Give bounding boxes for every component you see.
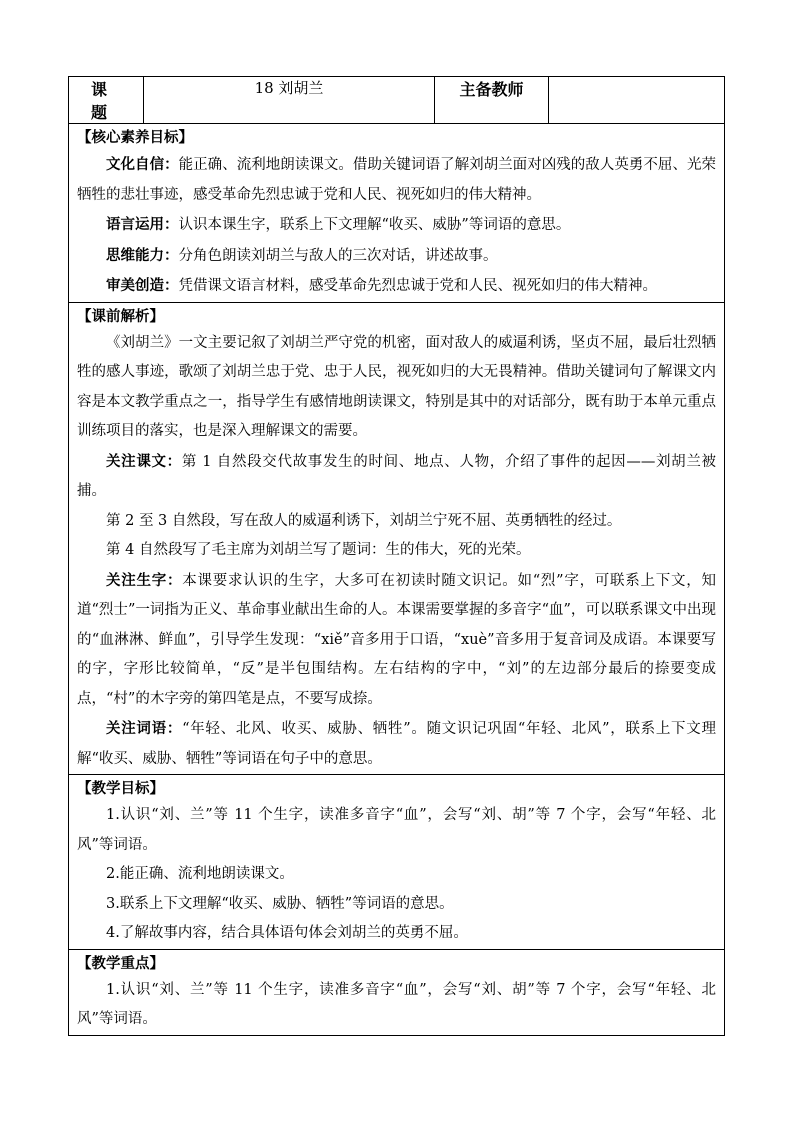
teaching-focus-section	[69, 949, 725, 1035]
analysis-section	[69, 302, 725, 775]
core-item	[77, 210, 716, 241]
teaching-goals-row	[69, 775, 725, 950]
core-item-label: 语言运用：	[106, 216, 179, 233]
teaching-goals-title: 【教学目标】	[77, 780, 164, 797]
analysis-paragraph: 《刘胡兰》一文主要记叙了刘胡兰严守党的机密，面对敌人的威逼利诱，坚贞不屈，最后壮烈牺牲的感人事迹，歌颂了刘胡兰忠于党、忠于人民，视死如归的大无畏精神。借助关键词句了解课文内容是本文教学重点之一，指导学生有感情地朗读课文，特别是其中的对话部分，既有助于本单元重点训练项目的落实，也是深入理解课文的需要。	[77, 334, 716, 439]
teacher-value	[549, 77, 725, 124]
core-item-label: 审美创造：	[106, 277, 179, 294]
teaching-focus-row	[69, 949, 725, 1035]
goal-item: 3.联系上下文理解“收买、威胁、牺牲”等词语的意思。	[106, 895, 454, 912]
core-goals-row	[69, 124, 725, 303]
core-item	[77, 271, 716, 302]
teacher-label: 主备教师	[435, 77, 549, 124]
core-goals-section	[69, 124, 725, 303]
analysis-paragraph	[77, 566, 716, 715]
goal-item: 2.能正确、流利地朗读课文。	[106, 866, 294, 882]
analysis-paragraph: 第 2 至 3 自然段，写在敌人的威逼利诱下，刘胡兰宁死不屈、英勇牺牲的经过。	[106, 512, 622, 529]
analysis-paragraph: 第 4 自然段写了毛主席为刘胡兰写了题词：生的伟大，死的光荣。	[106, 542, 531, 558]
core-item	[77, 241, 716, 272]
focus-item: 1.认识“刘、兰”等 11 个生字，读准多音字“血”，会写“刘、胡”等 7 个字，会写“年轻、北风”等词语。	[77, 981, 716, 1027]
focus-words-body: “年轻、北风、收买、威胁、牺牲”。随文识记巩固“年轻、北风”，联系上下文理解“收买、威胁、牺牲”等词语在句子中的意思。	[77, 721, 716, 767]
analysis-paragraph	[77, 714, 716, 774]
analysis-paragraph	[77, 447, 716, 507]
lesson-plan-page	[68, 76, 725, 1036]
focus-text-body: 第 1 自然段交代故事发生的时间、地点、人物，介绍了事件的起因——刘胡兰被捕。	[77, 453, 716, 499]
goal-item: 4.了解故事内容，结合具体语句体会刘胡兰的英勇不屈。	[106, 925, 468, 941]
topic-label: 课 题	[69, 77, 144, 124]
focus-chars-body: 本课要求认识的生字，大多可在初读时随文识记。如“烈”字，可联系上下文，知道“烈士”一词指为正义、革命事业献出生命的人。本课需要掌握的多音字“血”，可以联系课文中出现的“血淋淋、鲜血”，引导学生发现：“xiě”音多用于口语，“xuè”音多用于复音词及成语。本课要写的字，字形比较简单，“反”是半包围结构。左右结构的字中，“刘”的左边部分最后的捺要变成点，“村”的木字旁的第四笔是点，不要写成捺。	[77, 572, 717, 707]
core-item-text: 认识本课生字，联系上下文理解“收买、威胁”等词语的意思。	[178, 217, 571, 233]
core-item-text: 能正确、流利地朗读课文。借助关键词语了解刘胡兰面对凶残的敌人英勇不屈、光荣牺牲的悲壮事迹，感受革命先烈忠诚于党和人民、视死如归的伟大精神。	[77, 157, 716, 203]
topic-value: 18 刘胡兰	[144, 77, 435, 124]
core-item-label: 文化自信：	[106, 156, 179, 173]
lesson-plan-table	[68, 76, 725, 1036]
core-item-label: 思维能力：	[106, 246, 179, 264]
analysis-row	[69, 302, 725, 775]
core-item-text: 分角色朗读刘胡兰与敌人的三次对话，讲述故事。	[178, 247, 498, 264]
goal-item: 1.认识“刘、兰”等 11 个生字，读准多音字“血”，会写“刘、胡”等 7 个字，会写“年轻、北风”等词语。	[77, 807, 716, 853]
core-item	[77, 150, 716, 210]
core-item-text: 凭借课文语言材料，感受革命先烈忠诚于党和人民、视死如归的伟大精神。	[178, 278, 657, 294]
teaching-focus-title: 【教学重点】	[77, 954, 164, 972]
focus-words-label: 关注词语：	[106, 720, 183, 737]
teaching-goals-section	[69, 775, 725, 950]
core-goals-title: 【核心素养目标】	[77, 129, 193, 146]
analysis-title: 【课前解析】	[77, 307, 164, 325]
header-row	[69, 77, 725, 124]
focus-chars-label: 关注生字：	[106, 571, 183, 589]
focus-text-label: 关注课文：	[106, 452, 182, 470]
